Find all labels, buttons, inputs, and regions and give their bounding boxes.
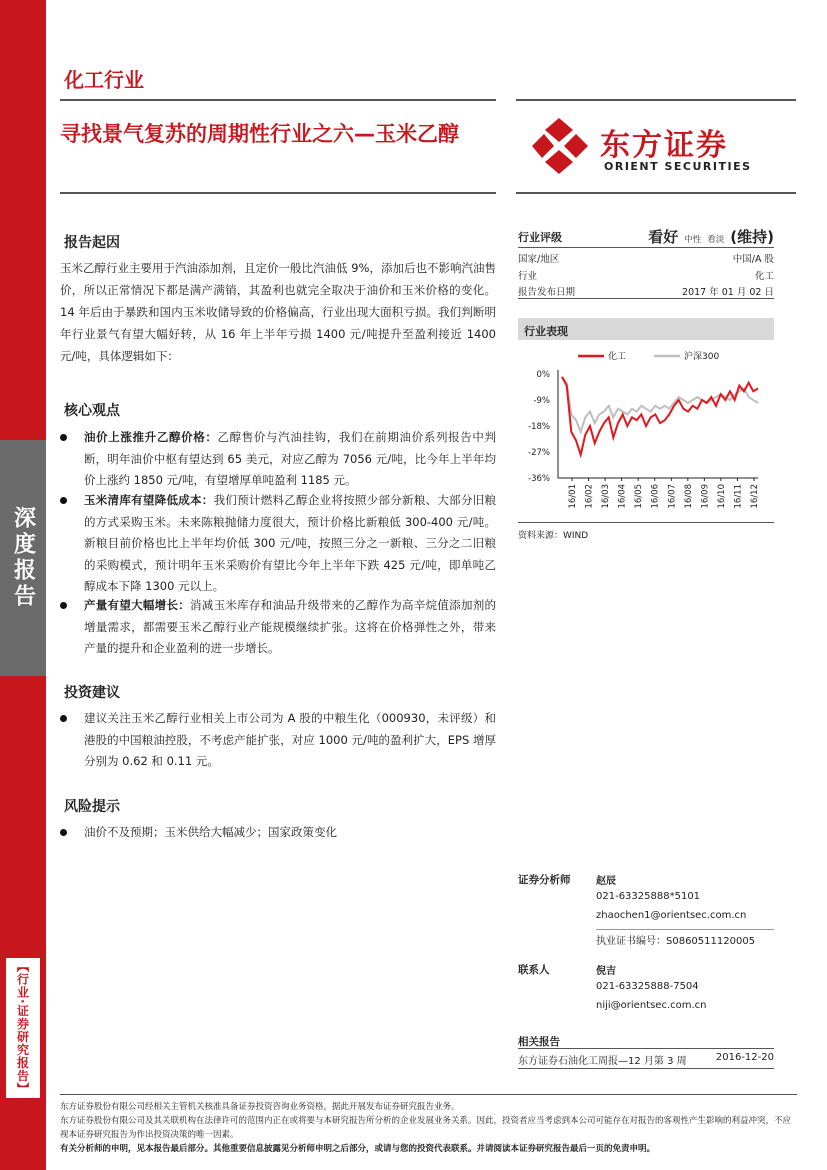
info-label: 报告发布日期 bbox=[518, 287, 576, 299]
report-title: 寻找景气复苏的周期性行业之六—玉米乙醇 bbox=[60, 122, 459, 146]
bullet-dot-icon bbox=[60, 434, 67, 441]
contact-phone: 021-63325888-7504 bbox=[596, 981, 699, 992]
header-divider bbox=[60, 99, 496, 101]
x-tick-label: 16/09 bbox=[700, 484, 711, 509]
rating-bullish: 看好 bbox=[648, 228, 679, 246]
invest-bullet bbox=[60, 708, 496, 773]
logo-mark-icon bbox=[528, 116, 590, 176]
analyst-email[interactable]: zhaochen1@orientsec.com.cn bbox=[596, 910, 747, 921]
y-tick-label: -18% bbox=[528, 422, 550, 432]
legend-label: 沪深300 bbox=[684, 352, 720, 362]
info-value: 化工 bbox=[754, 270, 774, 282]
contact-email[interactable]: niji@orientsec.com.cn bbox=[596, 1000, 707, 1011]
related-report-row[interactable] bbox=[518, 1052, 774, 1067]
core-title: 核心观点 bbox=[64, 403, 120, 419]
x-tick-label: 16/11 bbox=[733, 484, 744, 509]
y-tick-label: -36% bbox=[528, 474, 550, 484]
x-tick-label: 16/08 bbox=[683, 484, 694, 509]
related-title: 相关报告 bbox=[518, 1036, 560, 1048]
contact-label: 联系人 bbox=[518, 964, 550, 976]
x-tick-label: 16/05 bbox=[634, 484, 645, 509]
logo-chinese-name: 东方证券 bbox=[600, 128, 728, 163]
x-tick-label: 16/10 bbox=[716, 484, 727, 509]
analyst-cert: 执业证书编号：S0860511120005 bbox=[596, 929, 774, 948]
x-tick-label: 16/01 bbox=[568, 484, 578, 509]
contact-name: 倪吉 bbox=[596, 966, 616, 977]
core-bullet-3 bbox=[60, 595, 496, 660]
origin-text: 玉米乙醇行业主要用于汽油添加剂，且定价一般比汽油低 9%，添加后也不影响汽油售价，所以正常情况下都是满产满销，其盈利也就完全取决于油价和玉米价格的变化。14 年后由于暴跌和国内玉米收储导致的价格偏高，行业出现大面积亏损。我们判断明年行业景气有望大幅好转，从 16 年上半年亏损 1400 元/吨提升至盈利接近 1400 元/吨，具体逻辑如下： bbox=[60, 261, 496, 363]
info-row bbox=[518, 267, 774, 284]
industry-heading: 化工行业 bbox=[64, 68, 144, 92]
rating-value bbox=[648, 226, 774, 247]
right-top-divider bbox=[516, 99, 796, 101]
risk-text: 油价不及预期；玉米供给大幅减少；国家政策变化 bbox=[84, 825, 337, 839]
info-value: 2017 年 01 月 02 日 bbox=[682, 287, 774, 299]
footer-divider bbox=[60, 1094, 797, 1095]
rating-label: 行业评级 bbox=[518, 230, 562, 244]
footer-line-3: 有关分析师的申明，见本报告最后部分。其他重要信息披露见分析师申明之后部分，或请与您的投资代表联系。并请阅读本证券研究报告最后一页的免责申明。 bbox=[60, 1144, 656, 1154]
info-row bbox=[518, 250, 774, 267]
bullet-dot-icon bbox=[60, 715, 67, 722]
x-tick-label: 16/06 bbox=[650, 484, 661, 509]
footer-disclaimer bbox=[60, 1100, 797, 1156]
core-bullet-1 bbox=[60, 427, 496, 492]
info-label: 行业 bbox=[518, 270, 538, 282]
x-tick-label: 16/04 bbox=[617, 484, 628, 509]
rating-bearish: 看淡 bbox=[707, 235, 725, 245]
risk-title: 风险提示 bbox=[64, 799, 120, 815]
related-divider-top bbox=[518, 1048, 774, 1049]
bullet-lead: 油价上涨推升乙醇价格： bbox=[84, 430, 218, 444]
report-category-label: 【行业·证券研究报告】 bbox=[6, 958, 40, 1098]
footer-line-2: 东方证券股份有限公司及其关联机构在法律许可的范围内正在或将要与本研究报告所分析的企业发展业务关系。因此，投资者应当考虑到本公司可能存在对报告的客观性产生影响的利益冲突，不应视本证券研究报告为作出投资决策的唯一因素。 bbox=[60, 1116, 792, 1140]
legend-label: 化工 bbox=[608, 352, 627, 362]
analyst-phone: 021-63325888*5101 bbox=[596, 891, 701, 902]
rating-neutral: 中性 bbox=[684, 235, 702, 245]
report-type-label: 深度报告 bbox=[10, 506, 36, 610]
chart-divider bbox=[518, 522, 774, 523]
bullet-text: 乙醇售价与汽油挂钩，我们在前期油价系列报告中判断，明年油价中枢有望达到 65 美元，对应乙醇为 7056 元/吨，比今年上半年均价上涨约 1850 元/吨，有望增厚单吨盈利 1185 元。 bbox=[84, 430, 496, 487]
info-value: 中国/A 股 bbox=[732, 254, 774, 266]
x-tick-label: 16/07 bbox=[667, 484, 678, 509]
rating-maintain: (维持) bbox=[730, 228, 774, 246]
right-bottom-divider bbox=[516, 192, 796, 194]
related-report-name[interactable]: 东方证券石油化工周报—12 月第 3 周 bbox=[518, 1056, 687, 1067]
invest-text: 建议关注玉米乙醇行业相关上市公司为 A 股的中粮生化（000930，未评级）和港股的中国粮油控股，不考虑产能扩张，对应 1000 元/吨的盈利扩大，EPS 增厚分别为 0.62 和 0.11 元。 bbox=[84, 711, 496, 768]
chart-source: 资料来源：WIND bbox=[518, 531, 589, 541]
analyst-label: 证券分析师 bbox=[518, 874, 571, 886]
performance-title: 行业表现 bbox=[518, 318, 774, 340]
rating-row bbox=[518, 226, 774, 248]
bullet-dot-icon bbox=[60, 497, 67, 504]
company-logo bbox=[528, 116, 778, 176]
origin-title: 报告起因 bbox=[64, 235, 120, 251]
logo-english-name: ORIENT SECURITIES bbox=[604, 160, 752, 173]
bullet-text: 消减玉米库存和油品升级带来的乙醇作为高辛烷值添加剂的增量需求，都需要玉米乙醇行业产能规模继续扩张。这将在价格弹性之外，带来产量的提升和企业盈利的进一步增长。 bbox=[84, 598, 496, 655]
contact-block bbox=[518, 962, 774, 1022]
bullet-lead: 玉米清库有望降低成本： bbox=[84, 493, 214, 507]
y-tick-label: 0% bbox=[536, 370, 550, 380]
bullet-lead: 产量有望大幅增长： bbox=[84, 598, 191, 612]
risk-bullet bbox=[60, 822, 496, 844]
bullet-dot-icon bbox=[60, 602, 67, 609]
analyst-block bbox=[518, 872, 774, 947]
analyst-name: 赵辰 bbox=[596, 876, 616, 887]
x-tick-label: 16/02 bbox=[584, 484, 595, 509]
title-divider bbox=[60, 192, 496, 194]
bullet-text: 我们预计燃料乙醇企业将按照少部分新粮、大部分旧粮的方式采购玉米。未来陈粮抛储力度很大，预计价格比新粮低 300-400 元/吨。新粮目前价格也比上半年均价低 300 元/吨，按照三分之一新粮、三分之二旧粮的采购模式，预计明年玉米采购价有望比今年上半年下跌 425 元/吨，即单吨乙醇成本下降 1300 元以上。 bbox=[84, 493, 497, 593]
bullet-dot-icon bbox=[60, 829, 67, 836]
performance-chart bbox=[518, 346, 774, 518]
y-tick-label: -9% bbox=[533, 396, 550, 406]
x-tick-label: 16/12 bbox=[750, 484, 760, 509]
related-divider-bottom bbox=[518, 1068, 774, 1069]
footer-line-1: 东方证券股份有限公司经相关主管机关核准具备证券投资咨询业务资格，据此开展发布证券研究报告业务。 bbox=[60, 1102, 460, 1112]
x-tick-label: 16/03 bbox=[601, 484, 612, 509]
rating-table-divider bbox=[518, 298, 774, 299]
invest-title: 投资建议 bbox=[64, 685, 120, 701]
core-bullet-2 bbox=[60, 490, 496, 598]
related-report-date: 2016-12-20 bbox=[715, 1052, 774, 1063]
info-label: 国家/地区 bbox=[518, 254, 560, 266]
y-tick-label: -27% bbox=[528, 448, 550, 458]
rating-table bbox=[518, 226, 774, 300]
